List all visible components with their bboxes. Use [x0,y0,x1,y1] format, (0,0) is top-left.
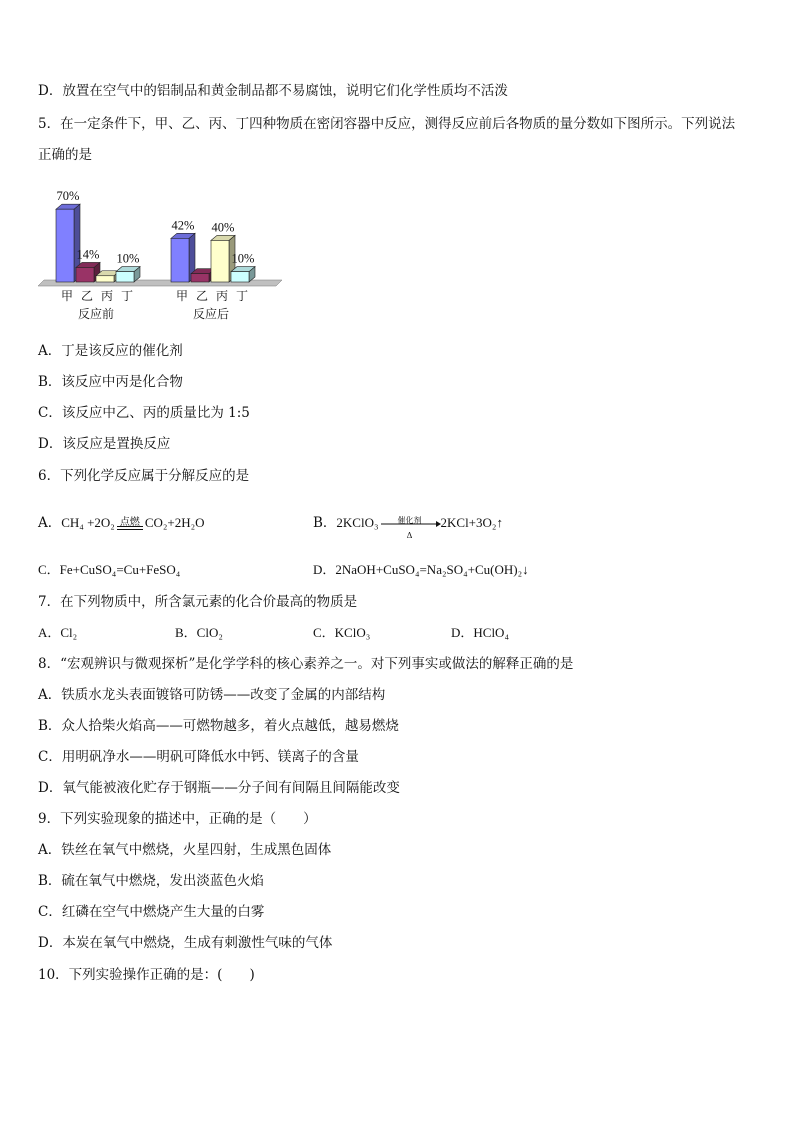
q10-stem: 10．下列实验操作正确的是：( ) [38,967,255,983]
q5-option-a: A．丁是该反应的催化剂 [38,343,183,359]
bar-反应前-乙 [76,267,94,282]
category-label-反应前-甲: 甲 [60,289,74,303]
bar-反应前-丁 [116,272,134,282]
q6-option-b-cond-bottom: Δ [406,530,413,540]
q8-option-b: B．众人拾柴火焰高——可燃物越多，着火点越低，越易燃烧 [38,718,399,734]
q6-option-a-equals-sign [117,526,143,530]
value-label-反应后-丙: 40% [211,220,235,235]
q6-option-a-condition: 点燃 [119,517,140,528]
q5-option-c: C．该反应中乙、丙的质量比为 1:5 [38,405,250,421]
q8-option-d: D．氧气能被液化贮存于钢瓶——分子间有间隔且间隔能改变 [38,780,400,796]
q6-option-a-prefix: A． [38,515,62,531]
q6-option-c: C．Fe+CuSO₄=Cu+FeSO₄ [38,562,181,577]
q6-option-b [313,513,503,540]
q9-option-d: D．本炭在氧气中燃烧，生成有刺激性气味的气体 [38,935,333,951]
q6-option-b-cond-top: 催化剂 [397,515,422,525]
category-label-反应后-丙: 丙 [215,289,229,303]
bar-反应后-丁 [231,272,249,282]
q9-option-b: B．硫在氧气中燃烧，发出淡蓝色火焰 [38,873,264,889]
value-label-反应后-甲: 42% [171,218,195,233]
q6-option-d: D．2NaOH+CuSO₄=Na₂SO₄+Cu(OH)₂↓ [313,562,529,577]
category-label-反应前-丁: 丁 [120,289,134,303]
q9-option-a: A．铁丝在氧气中燃烧，火星四射，生成黑色固体 [38,842,332,858]
bar-反应前-丙 [96,276,114,282]
q6-option-a [38,513,205,533]
q7-stem: 7．在下列物质中，所含氯元素的化合价最高的物质是 [38,594,358,610]
q7-option-c: C．KClO₃ [313,625,371,640]
category-label-反应后-丁: 丁 [235,289,249,303]
q5-option-d: D．该反应是置换反应 [38,436,171,452]
category-label-反应前-乙: 乙 [80,289,94,303]
bar-反应后-甲 [171,238,189,282]
q6-option-b-prefix: B． [313,515,337,531]
q8-option-c: C．用明矾净水——明矾可降低水中钙、镁离子的含量 [38,749,359,765]
category-label-反应后-甲: 甲 [175,289,189,303]
q8-option-a: A．铁质水龙头表面镀铬可防锈——改变了金属的内部结构 [38,687,386,703]
q7-option-b: B．ClO₂ [175,625,223,640]
category-label-反应后-乙: 乙 [195,289,209,303]
q6-option-a-left: CH₄ +2O₂ [61,515,115,530]
group-label-1: 反应后 [192,307,230,321]
q6-option-a-right: CO₂+2H₂O [144,515,205,530]
bar-反应前-甲 [56,209,74,282]
q6-stem: 6．下列化学反应属于分解反应的是 [38,468,250,484]
value-label-反应前-乙: 14% [76,247,100,262]
bar-反应后-丙 [211,240,229,282]
category-label-反应前-丙: 丙 [100,289,114,303]
q5-option-b: B．该反应中丙是化合物 [38,374,183,390]
q9-option-c: C．红磷在空气中燃烧产生大量的白雾 [38,904,265,920]
value-label-反应后-丁: 10% [231,251,255,266]
q9-stem: 9．下列实验现象的描述中，正确的是（ ） [38,811,317,827]
q5-stem-line1: 5．在一定条件下，甲、乙、丙、丁四种物质在密闭容器中反应，测得反应前后各物质的量分数如下图所示。下列说法 [38,116,736,132]
q7-option-d: D．HClO₄ [451,625,509,640]
value-label-反应前-甲: 70% [56,189,80,204]
bar-反应后-乙 [191,274,209,282]
q7-option-a: A．Cl₂ [38,625,78,640]
q4-option-d: D．放置在空气中的铝制品和黄金制品都不易腐蚀，说明它们化学性质均不活泼 [38,83,508,99]
group-label-0: 反应前 [77,307,115,321]
q6-option-b-left: 2KClO₃ [336,515,379,530]
q5-stem-line2: 正确的是 [38,147,92,163]
q8-stem: 8．“宏观辨识与微观探析”是化学学科的核心素养之一。对下列事实或做法的解释正确的是 [38,656,574,672]
value-label-反应前-丁: 10% [116,251,140,266]
q6-option-b-right: 2KCl+3O₂↑ [440,515,503,530]
bar-chart [36,178,296,326]
